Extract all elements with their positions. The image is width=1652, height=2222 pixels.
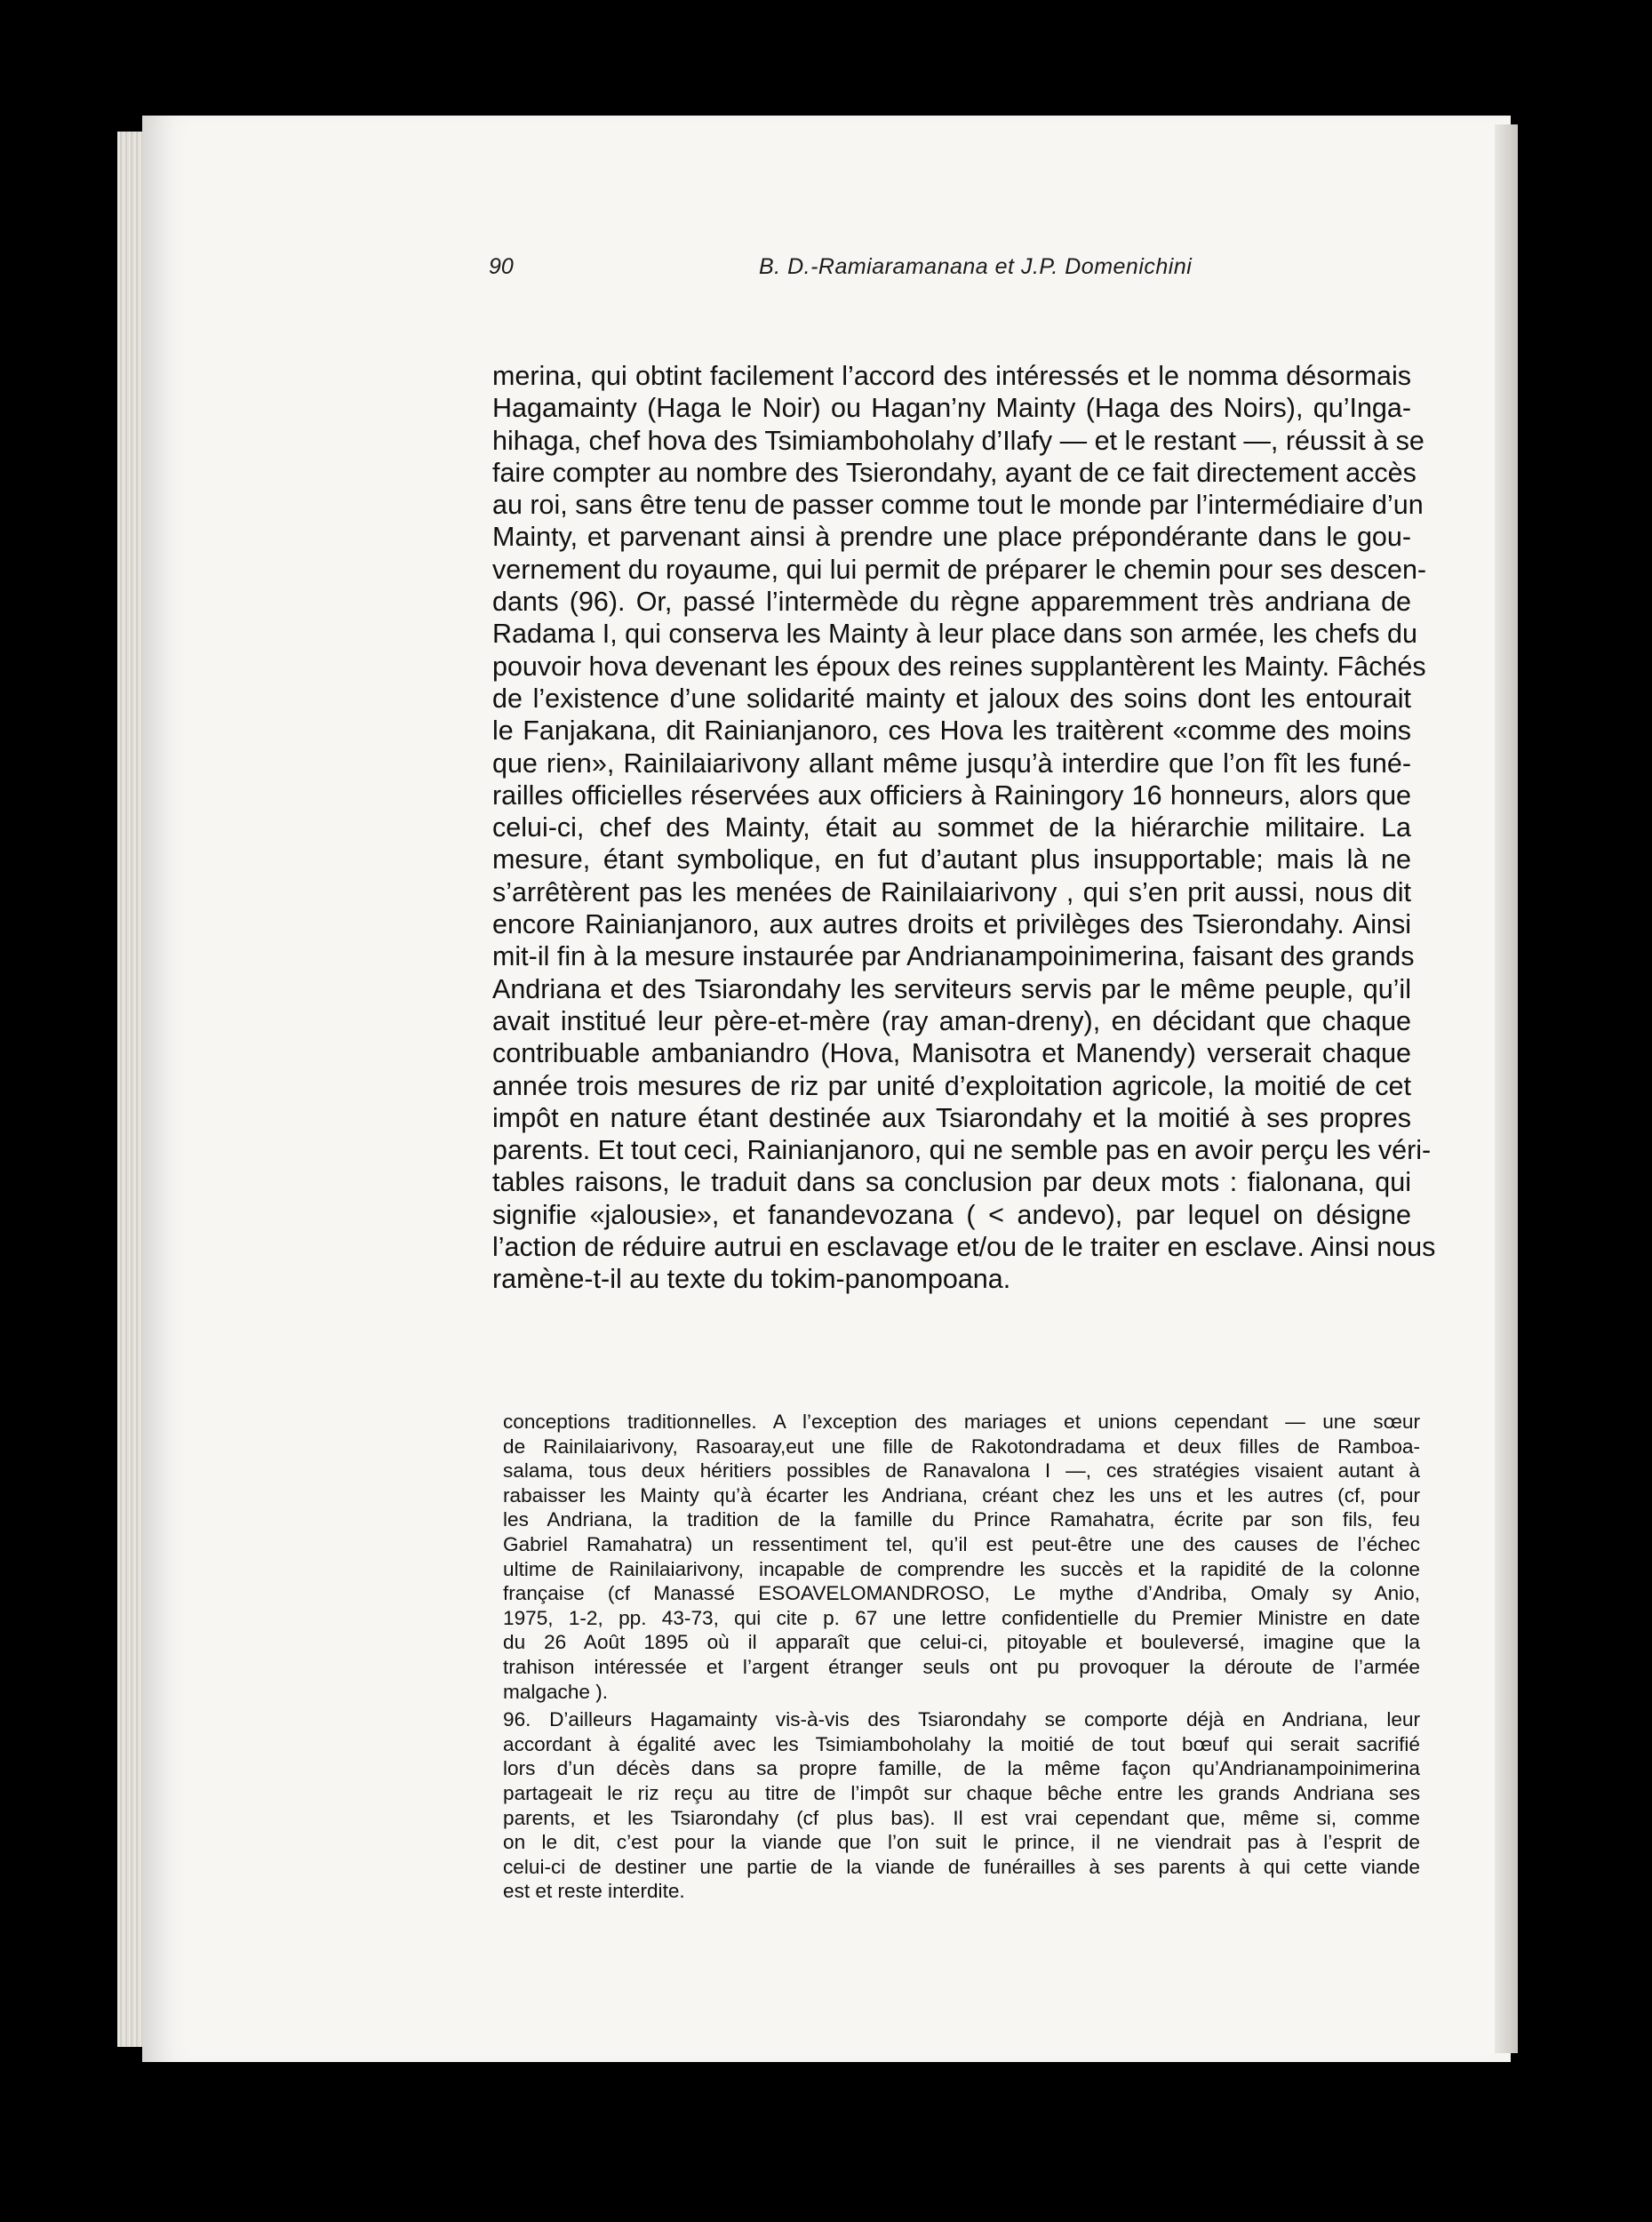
body-text-line: avait institué leur père-et-mère (ray aman-dreny), en décidant que chaque	[492, 1005, 1411, 1036]
footnote-line: les Andriana, la tradition de la famille du Prince Ramahatra, écrite par son fils, feu	[503, 1508, 1420, 1531]
footnote-line: trahison intéressée et l’argent étranger seuls ont pu provoquer la déroute de l’armée	[503, 1655, 1420, 1678]
footnote-line: 96. D’ailleurs Hagamainty vis-à-vis des Tsiarondahy se comporte déjà en Andriana, leur	[503, 1708, 1420, 1731]
body-text-line: vernement du royaume, qui lui permit de préparer le chemin pour ses descen-	[492, 554, 1427, 585]
footnote-line: ultime de Rainilaiarivony, incapable de comprendre les succès et la rapidité de la colonne	[503, 1557, 1420, 1580]
footnote-line: malgache ).	[503, 1680, 609, 1703]
footnote-line: accordant à égalité avec les Tsimiamboholahy la moitié de tout bœuf qui serait sacrifié	[503, 1732, 1420, 1755]
footnote-line: conceptions traditionnelles. A l’exception des mariages et unions cependant — une sœur	[503, 1411, 1420, 1433]
footnote-line: 1975, 1-2, pp. 43-73, qui cite p. 67 une lettre confidentielle du Premier Ministre en date	[503, 1606, 1420, 1629]
body-text-line: mesure, étant symbolique, en fut d’autant plus insupportable; mais là ne	[492, 844, 1411, 875]
page-number: 90	[489, 254, 514, 279]
footnote-line: rabaisser les Mainty qu’à écarter les Andriana, créant chez les uns et les autres (cf, pour	[503, 1483, 1420, 1507]
body-text-line: ramène-t-il au texte du tokim-panompoana.	[492, 1264, 1011, 1295]
footnote-line: de Rainilaiarivony, Rasoaray,eut une fille de Rakotondradama et deux filles de Ramboa-	[503, 1435, 1420, 1458]
footnote-line: est et reste interdite.	[503, 1880, 685, 1903]
footnote-continuation	[503, 1410, 1420, 1704]
running-head: B. D.-Ramiaramanana et J.P. Domenichini	[759, 254, 1193, 279]
body-text-line: hihaga, chef hova des Tsimiamboholahy d’Ilafy — et le restant —, réussit à se	[492, 425, 1425, 456]
footnotes	[503, 1410, 1420, 1904]
body-text-line: l’action de réduire autrui en esclavage et/ou de le traiter en esclave. Ainsi nous	[492, 1232, 1436, 1263]
body-text-line: de l’existence d’une solidarité mainty et jaloux des soins dont les entourait	[492, 683, 1411, 714]
body-text-line: que rien», Rainilaiarivony allant même jusqu’à interdire que l’on fît les funé-	[492, 747, 1411, 779]
body-text-line: Radama I, qui conserva les Mainty à leur place dans son armée, les chefs du	[492, 619, 1417, 650]
footnote-line: du 26 Août 1895 où il apparaît que celui-ci, pitoyable et bouleversé, imagine que la	[503, 1631, 1420, 1654]
body-text-line: impôt en nature étant destinée aux Tsiarondahy et la moitié à ses propres	[492, 1102, 1411, 1133]
body-text-line: Mainty, et parvenant ainsi à prendre une place prépondérante dans le gou-	[492, 522, 1411, 553]
footnote-line: française (cf Manassé ESOAVELOMANDROSO, Le mythe d’Andriba, Omaly sy Anio,	[503, 1582, 1420, 1605]
body-text-line: Hagamainty (Haga le Noir) ou Hagan’ny Mainty (Haga des Noirs), qu’Inga-	[492, 393, 1411, 424]
page-right-edge	[1495, 124, 1518, 2053]
body-text-line: tables raisons, le traduit dans sa conclusion par deux mots : fialonana, qui	[492, 1167, 1411, 1198]
body-text-line: merina, qui obtint facilement l’accord des intéressés et le nomma désormais	[492, 361, 1411, 391]
body-text-line: le Fanjakana, dit Rainianjanoro, ces Hova les traitèrent «comme des moins	[492, 715, 1411, 747]
body-text-line: signifie «jalousie», et fanandevozana ( < andevo), par lequel on désigne	[492, 1199, 1411, 1230]
body-text-line: s’arrêtèrent pas les menées de Rainilaiarivony , qui s’en prit aussi, nous dit	[492, 876, 1411, 907]
footnote-line: partageait le riz reçu au titre de l’impôt sur chaque bêche entre les grands Andriana ses	[503, 1781, 1420, 1804]
page-header	[489, 254, 1289, 293]
body-text-line: pouvoir hova devenant les époux des reines supplantèrent les Mainty. Fâchés	[492, 651, 1426, 682]
body-text-line: mit-il fin à la mesure instaurée par Andrianampoinimerina, faisant des grands	[492, 941, 1415, 972]
footnote-96	[503, 1707, 1420, 1904]
main-text	[492, 360, 1436, 1296]
footnote-line: on le dit, c’est pour la viande que l’on suit le prince, il ne viendrait pas à l’esprit de	[503, 1831, 1420, 1854]
body-text-line: Andriana et des Tsiarondahy les serviteurs servis par le même peuple, qu’il	[492, 973, 1411, 1004]
body-text-line: contribuable ambaniandro (Hova, Manisotra et Manendy) verserait chaque	[492, 1038, 1411, 1069]
body-text-line: dants (96). Or, passé l’intermède du règne apparemment très andriana de	[492, 587, 1411, 618]
body-text-line: railles officielles réservées aux officiers à Rainingory 16 honneurs, alors que	[492, 779, 1411, 811]
footnote-line: celui-ci de destiner une partie de la viande de funérailles à ses parents à qui cette viande	[503, 1855, 1420, 1878]
body-text-line: parents. Et tout ceci, Rainianjanoro, qui ne semble pas en avoir perçu les véri-	[492, 1135, 1432, 1166]
footnote-line: salama, tous deux héritiers possibles de Ranavalona I —, ces stratégies visaient autant à	[503, 1459, 1420, 1483]
footnote-line: parents, et les Tsiarondahy (cf plus bas). Il est vrai cependant que, même si, comme	[503, 1806, 1420, 1829]
body-text-line: année trois mesures de riz par unité d’exploitation agricole, la moitié de cet	[492, 1070, 1411, 1101]
body-text-line: au roi, sans être tenu de passer comme tout le monde par l’intermédiaire d’un	[492, 490, 1424, 521]
footnote-line: lors d’un décès dans sa propre famille, de la même façon qu’Andrianampoinimerina	[503, 1757, 1420, 1780]
body-text-line: encore Rainianjanoro, aux autres droits et privilèges des Tsierondahy. Ainsi	[492, 909, 1411, 940]
footnote-line: Gabriel Ramahatra) un ressentiment tel, qu’il est peut-être une des causes de l’échec	[503, 1532, 1420, 1555]
body-text-line: faire compter au nombre des Tsierondahy, ayant de ce fait directement accès	[492, 457, 1417, 488]
body-text-line: celui-ci, chef des Mainty, était au sommet de la hiérarchie militaire. La	[492, 812, 1411, 843]
